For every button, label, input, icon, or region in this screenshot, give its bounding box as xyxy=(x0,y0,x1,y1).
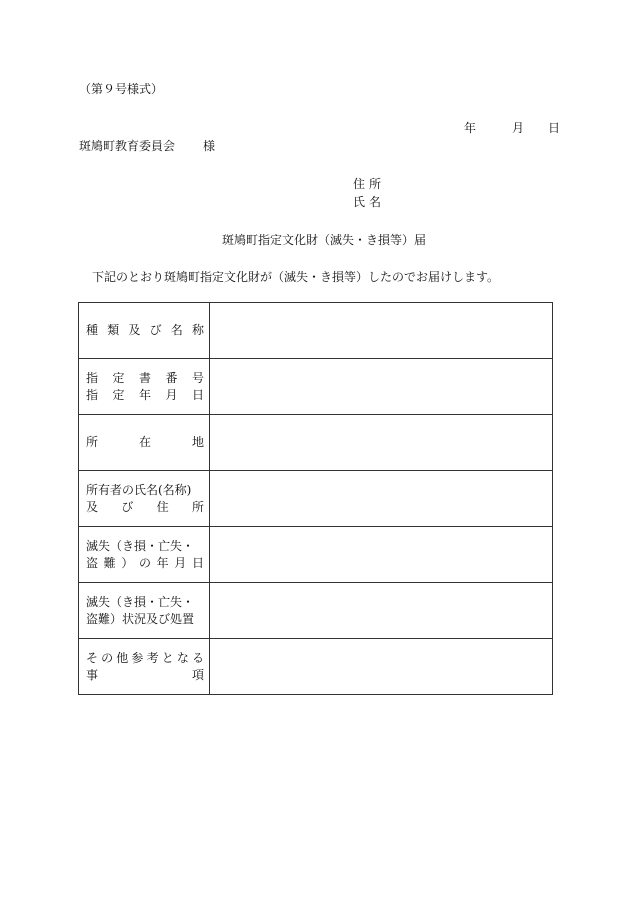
row-label-line: 事 項 xyxy=(86,667,204,682)
row-label xyxy=(79,471,210,527)
row-label-line: 指 定 書 番 号 xyxy=(86,370,204,385)
row-label-line: そ の 他 参 考 と な る xyxy=(86,650,204,665)
row-label xyxy=(79,415,210,471)
row-label xyxy=(79,303,210,359)
table-row xyxy=(79,303,553,359)
row-label-line: 滅失（き損・亡失・ xyxy=(86,594,195,609)
row-value-field[interactable] xyxy=(210,471,553,527)
row-value-field[interactable] xyxy=(210,415,553,471)
row-label xyxy=(79,527,210,583)
body-text: 下記のとおり斑鳩町指定文化財が（滅失・き損等）したのでお届けします。 xyxy=(92,270,500,284)
date-year: 年 xyxy=(464,121,477,135)
addressee-name: 斑鳩町教育委員会 xyxy=(79,139,176,153)
row-value-field[interactable] xyxy=(210,359,553,415)
table-row xyxy=(79,415,553,471)
addressee-honorific: 様 xyxy=(203,139,216,153)
document-title: 斑鳩町指定文化財（滅失・き損等）届 xyxy=(222,233,427,247)
table-row xyxy=(79,359,553,415)
row-value-field[interactable] xyxy=(210,527,553,583)
date-month: 月 xyxy=(512,121,525,135)
address-label: 住所 xyxy=(353,177,386,191)
row-label xyxy=(79,359,210,415)
table-row xyxy=(79,583,553,639)
row-label-line: 所有者の氏名(名称) xyxy=(86,482,192,497)
form-number: （第９号様式） xyxy=(79,82,164,96)
addressee xyxy=(79,137,215,154)
row-label xyxy=(79,639,210,695)
report-table xyxy=(78,302,553,695)
row-label-line: 指 定 年 月 日 xyxy=(86,387,204,402)
row-label-line: 及 び 住 所 xyxy=(86,499,204,514)
row-value-field[interactable] xyxy=(210,583,553,639)
name-label: 氏名 xyxy=(353,195,386,209)
row-label-line: 盗難）状況及び処置 xyxy=(86,611,195,626)
table-row xyxy=(79,527,553,583)
date-day: 日 xyxy=(548,121,561,135)
row-label xyxy=(79,583,210,639)
row-label-line: 所 在 地 xyxy=(86,435,204,449)
row-label-line: 盗 難 ） の 年 月 日 xyxy=(86,555,204,570)
row-label-line: 種 類 及 び 名 称 xyxy=(86,323,204,337)
row-value-field[interactable] xyxy=(210,303,553,359)
row-value-field[interactable] xyxy=(210,639,553,695)
date-line xyxy=(464,119,560,136)
row-label-line: 滅失（き損・亡失・ xyxy=(86,538,195,553)
table-row xyxy=(79,471,553,527)
table-row xyxy=(79,639,553,695)
